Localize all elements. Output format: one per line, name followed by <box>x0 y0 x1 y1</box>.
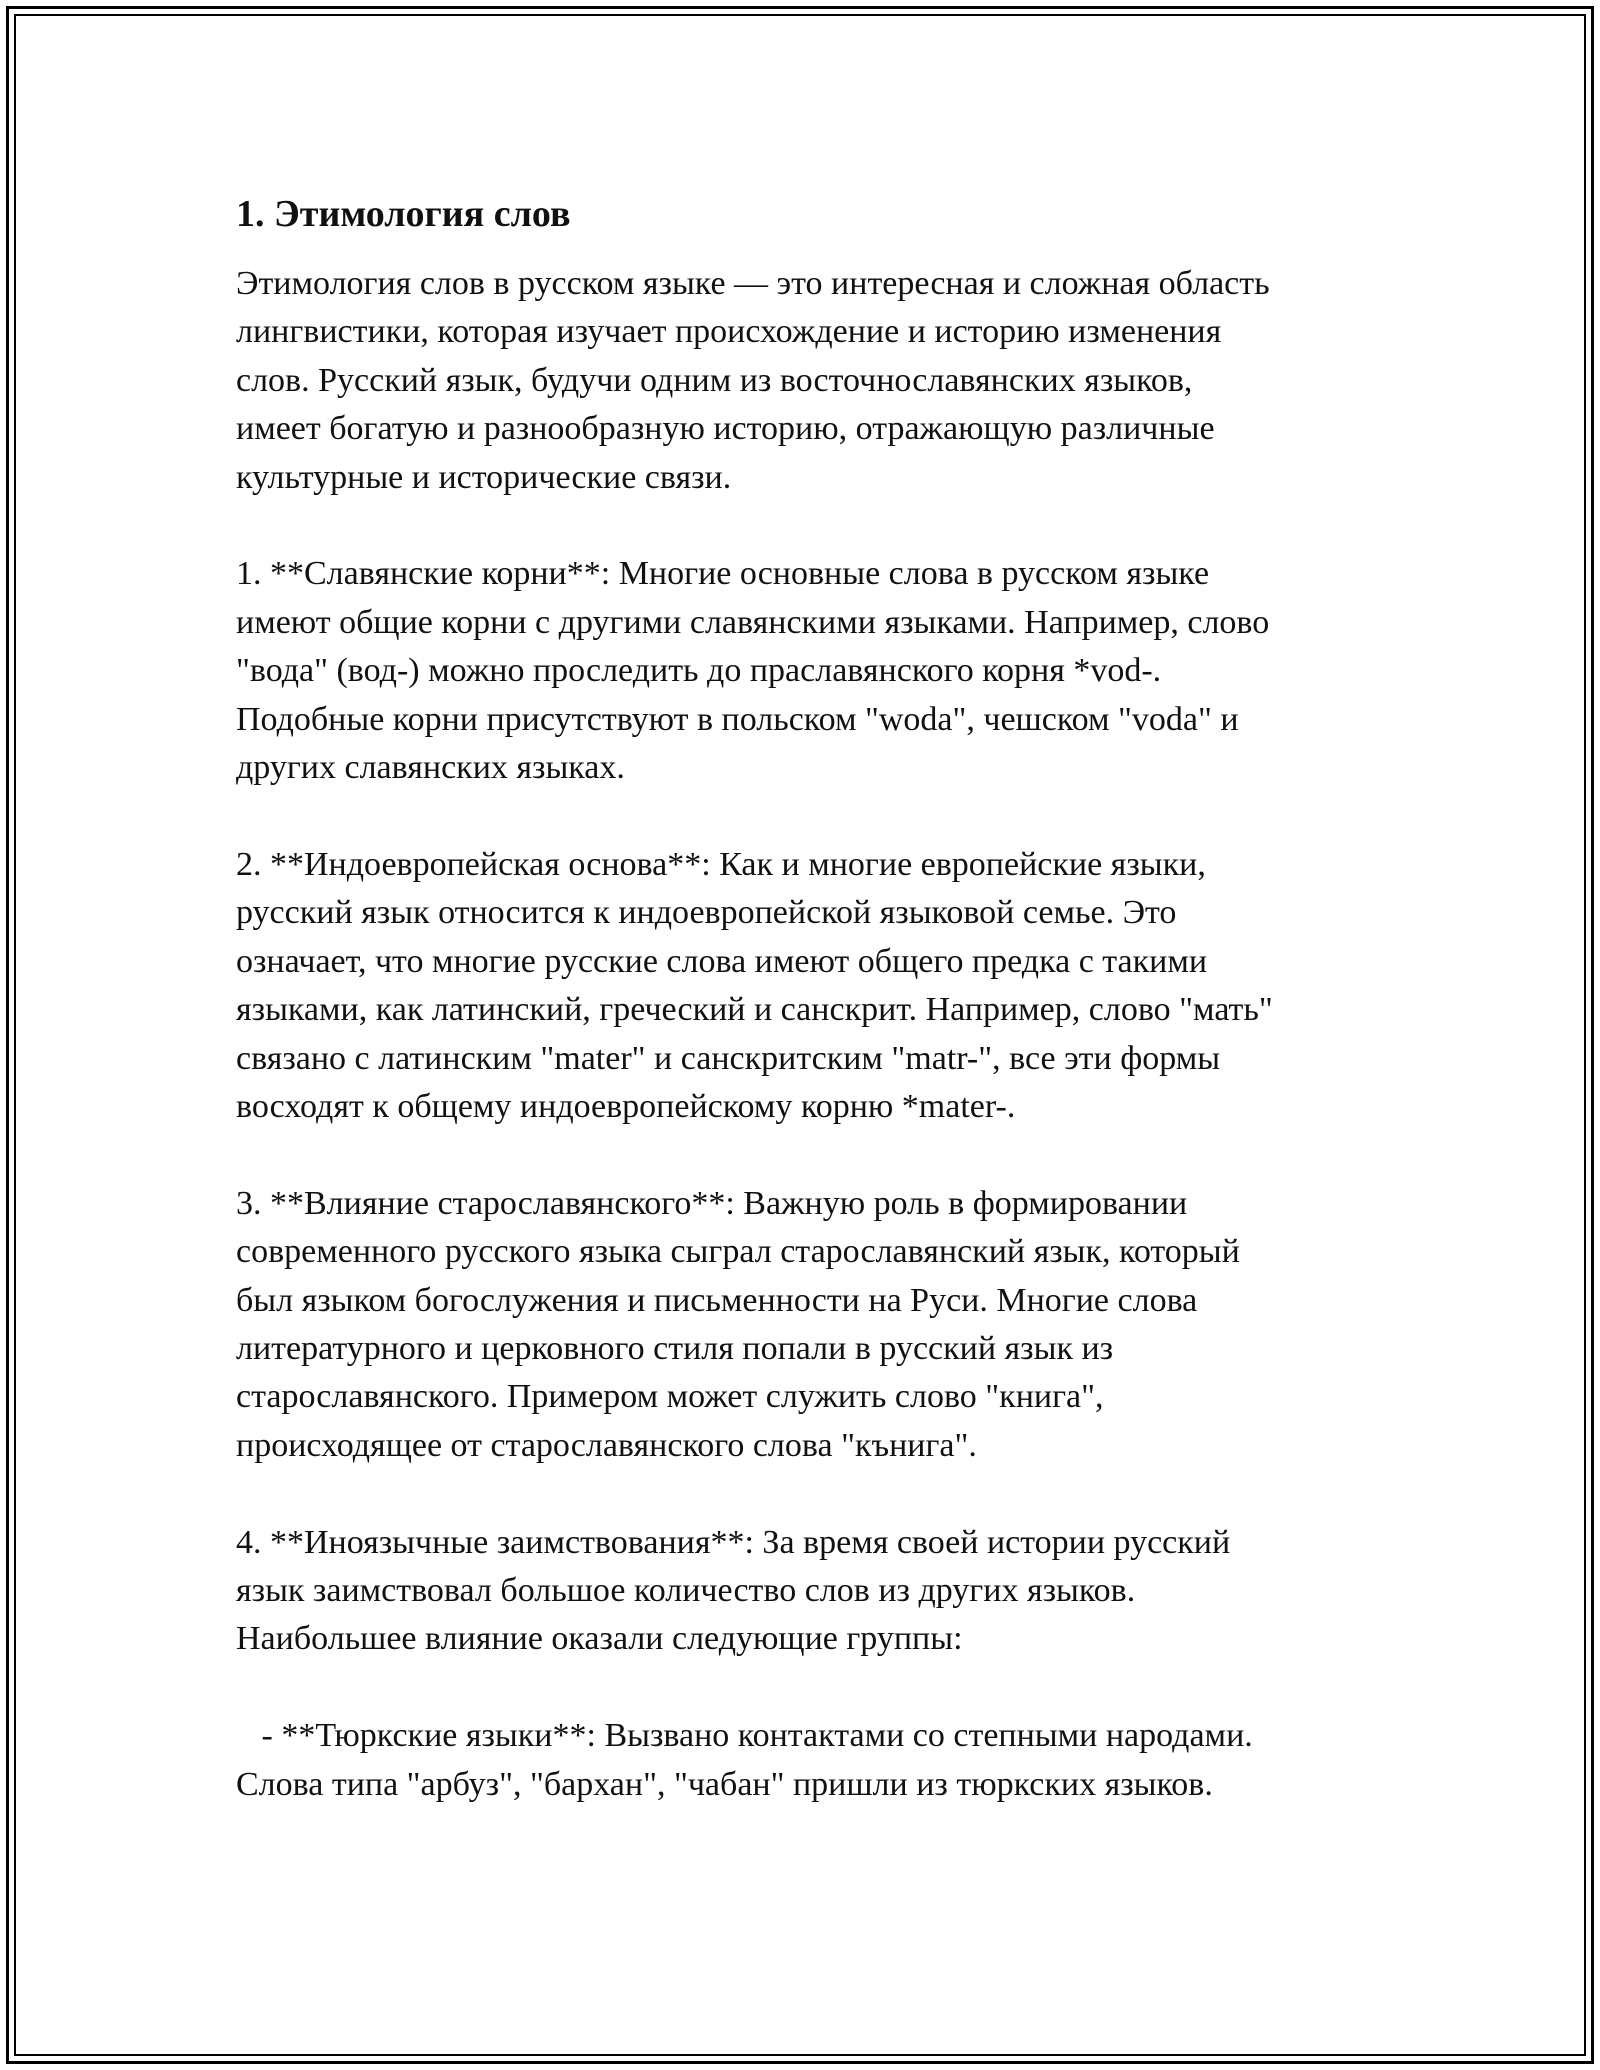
text-line: Наибольшее влияние оказали следующие группы: <box>236 1620 963 1658</box>
blank-line <box>236 1664 1366 1712</box>
document-page <box>236 190 1366 1809</box>
text-line: 3. **Влияние старославянского**: Важную роль в формировании <box>236 1184 1188 1222</box>
text-line: лингвистики, которая изучает происхождение и историю изменения <box>236 313 1222 351</box>
document-heading: 1. Этимология слов <box>236 193 571 235</box>
text-line: старославянского. Примером может служить слово "книга", <box>236 1378 1104 1416</box>
text-line: языками, как латинский, греческий и санскрит. Например, слово "мать" <box>236 991 1273 1029</box>
text-line: литературного и церковного стиля попали в русский язык из <box>236 1329 1114 1367</box>
text-line: культурные и исторические связи. <box>236 458 732 496</box>
text-line: современного русского языка сыграл старославянский язык, который <box>236 1233 1240 1271</box>
blank-line <box>236 502 1366 550</box>
text-line: других славянских языках. <box>236 749 625 787</box>
document-body <box>236 260 1366 1809</box>
text-line: означает, что многие русские слова имеют общего предка с такими <box>236 942 1208 980</box>
text-line: восходят к общему индоевропейскому корню *mater-. <box>236 1087 1016 1125</box>
blank-line <box>236 1131 1366 1179</box>
blank-line <box>236 1470 1366 1518</box>
text-line: Подобные корни присутствуют в польском "woda", чешском "voda" и <box>236 700 1239 738</box>
blank-line <box>236 792 1366 840</box>
text-line: был языком богослужения и письменности на Руси. Многие слова <box>236 1281 1198 1319</box>
text-line: происходящее от старославянского слова "кънига". <box>236 1426 977 1464</box>
text-line: 4. **Иноязычные заимствования**: За время своей истории русский <box>236 1523 1231 1561</box>
text-line: русский язык относится к индоевропейской языковой семье. Это <box>236 894 1177 932</box>
text-line: 1. **Славянские корни**: Многие основные слова в русском языке <box>236 555 1210 593</box>
text-line: слов. Русский язык, будучи одним из восточнославянских языков, <box>236 361 1193 399</box>
text-line: язык заимствовал большое количество слов из других языков. <box>236 1571 1136 1609</box>
text-line: связано с латинским "mater" и санскритским "matr-", все эти формы <box>236 1039 1221 1077</box>
text-line: имеет богатую и разнообразную историю, отражающую различные <box>236 410 1215 448</box>
text-line: Этимология слов в русском языке — это интересная и сложная область <box>236 265 1270 302</box>
text-line: "вода" (вод-) можно проследить до праславянского корня *vod-. <box>236 652 1162 690</box>
text-line: Слова типа "арбуз", "бархан", "чабан" пришли из тюркских языков. <box>236 1765 1213 1803</box>
text-line: - **Тюркские языки**: Вызвано контактами со степными народами. <box>236 1717 1253 1755</box>
text-line: 2. **Индоевропейская основа**: Как и многие европейские языки, <box>236 845 1206 883</box>
text-line: имеют общие корни с другими славянскими языками. Например, слово <box>236 603 1270 641</box>
